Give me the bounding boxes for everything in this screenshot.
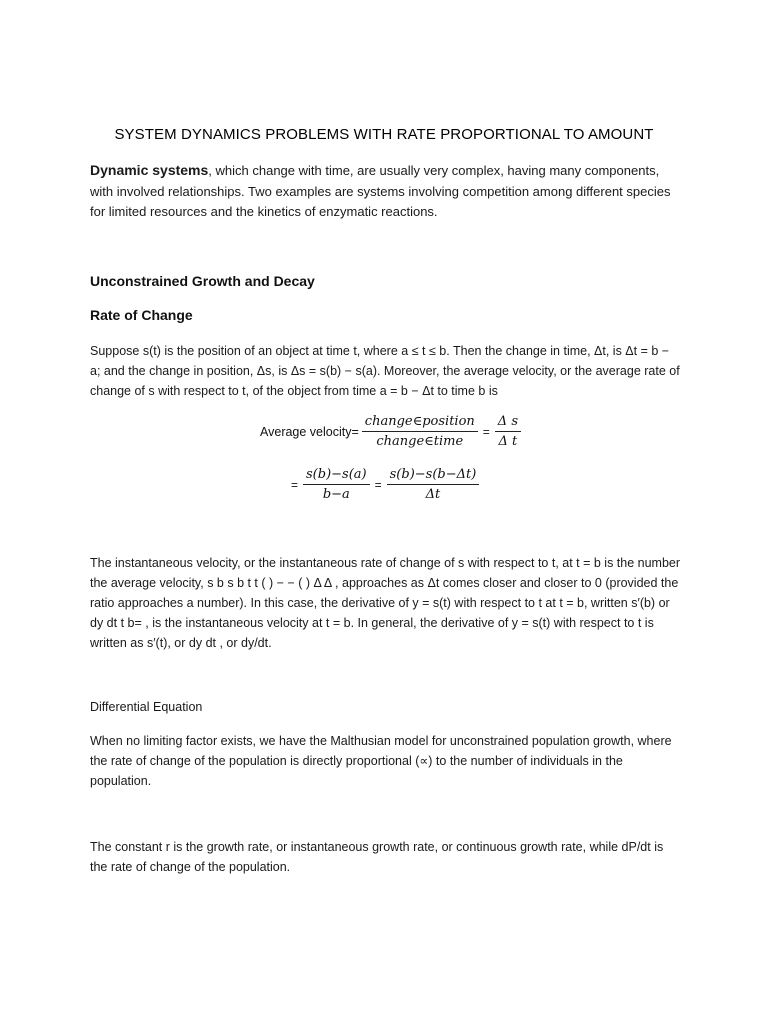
fraction-denominator: b−a	[322, 487, 350, 502]
fraction-numerator: change∈position	[362, 414, 478, 432]
differential-equation-heading: Differential Equation	[90, 700, 203, 714]
fraction-delta-s-over-delta-t	[495, 414, 521, 449]
fraction-numerator: Δ s	[495, 414, 521, 432]
fraction-denominator: Δ t	[498, 434, 518, 449]
intro-lead-term: Dynamic systems	[90, 162, 209, 178]
equals-sign: =	[374, 477, 382, 492]
subsection-heading: Rate of Change	[90, 307, 193, 323]
equation-label: Average velocity=	[260, 424, 359, 439]
fraction-denominator: Δt	[425, 487, 441, 502]
equals-sign: =	[291, 477, 299, 492]
fraction-sb-minus-s-b-minus-dt-over-dt	[387, 467, 480, 502]
rate-of-change-paragraph: Suppose s(t) is the position of an object at time t, where a ≤ t ≤ b. Then the change in time, Δt, is Δt = b − a; and the change in position, Δs, is Δs = s(b) − s(a). Moreover, the average velocity, or the average rate of change of s with respect to t, of the object from time a = b − Δt to time b is	[90, 344, 680, 398]
instantaneous-velocity-paragraph: The instantaneous velocity, or the instantaneous rate of change of s with respect to t, at t = b is the number the average velocity, s b s b t t ( ) − − ( ) Δ Δ , approaches as Δt comes closer and closer to 0 (provided the ratio approaches a number). In this case, the derivative of y = s(t) with respect to t at t = b, written s′(b) or dy dt t b= , is the instantaneous velocity at t = b. In general, the derivative of y = s(t) with respect to t is written as s′(t), or dy dt , or dy/dt.	[90, 556, 681, 650]
fraction-numerator: s(b)−s(b−Δt)	[387, 467, 480, 485]
fraction-change-position-over-time	[362, 414, 478, 449]
fraction-numerator: s(b)−s(a)	[303, 467, 370, 485]
growth-rate-paragraph: The constant r is the growth rate, or instantaneous growth rate, or continuous growth rate, while dP/dt is the rate of change of the population.	[90, 840, 664, 874]
malthusian-model-paragraph: When no limiting factor exists, we have the Malthusian model for unconstrained population growth, where the rate of change of the population is directly proportional (∝) to the number of individuals in the population.	[90, 734, 672, 788]
fraction-denominator: change∈time	[376, 434, 464, 449]
page-title: SYSTEM DYNAMICS PROBLEMS WITH RATE PROPORTIONAL TO AMOUNT	[114, 126, 654, 143]
difference-quotient-equation	[289, 467, 482, 502]
intro-text: , which change with time, are usually very complex, having many components, with involved relationships. Two examples are systems involving competition among different species for limited resources and the kinetics of enzymatic reactions.	[90, 163, 671, 219]
equals-sign: =	[482, 424, 490, 439]
fraction-sb-minus-sa-over-b-minus-a	[303, 467, 370, 502]
section-heading: Unconstrained Growth and Decay	[90, 273, 315, 289]
average-velocity-equation	[260, 414, 524, 449]
intro-paragraph	[90, 160, 682, 223]
